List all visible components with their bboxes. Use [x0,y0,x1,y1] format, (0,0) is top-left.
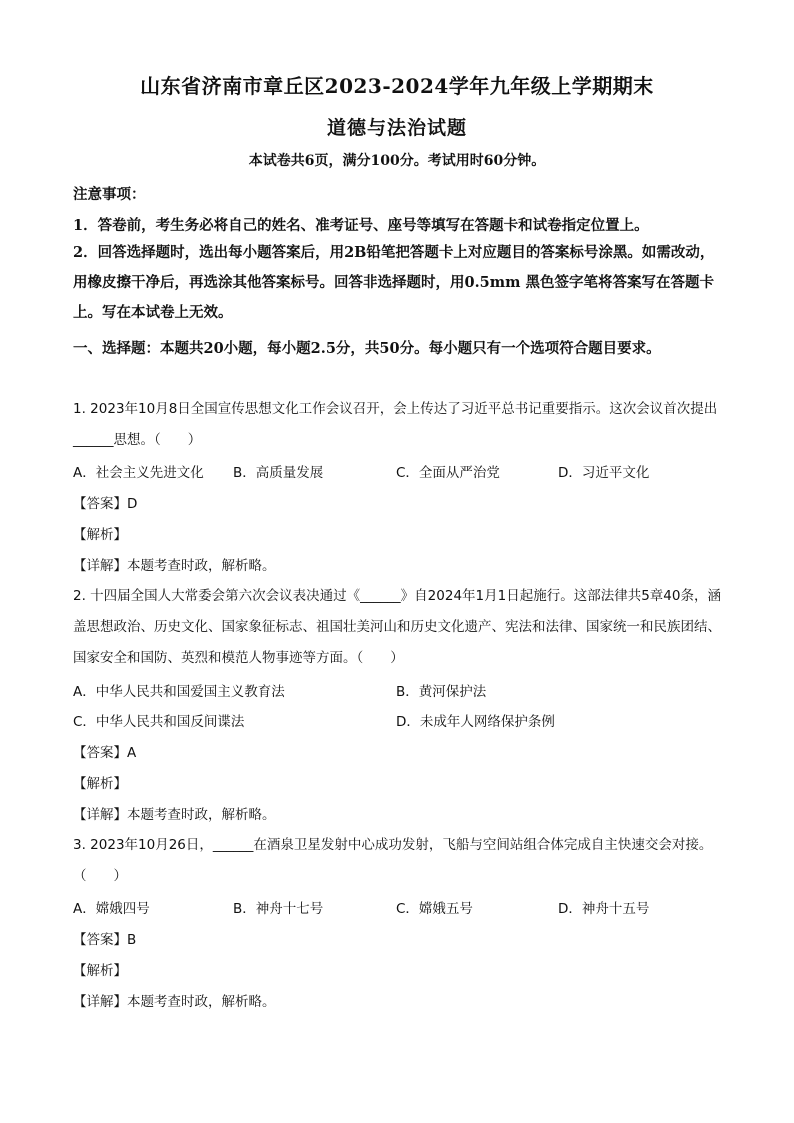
option-c: C．中华人民共和国反间谍法 [73,714,245,730]
exam-info: 本试卷共6页，满分100分。考试用时60分钟。 [248,153,546,169]
question-3-answer: 【答案】B [73,932,137,948]
question-2-analysis: 【解析】 [73,776,127,792]
question-2-options-row1 [73,680,723,702]
question-2-options-row2 [73,710,723,732]
question-3-stem: 3. 2023年10月26日，______在酒泉卫星发射中心成功发射，飞船与空间站组合体完成自主快速交会对接。（ ） [73,837,713,884]
question-3-analysis: 【解析】 [73,963,127,979]
option-b: B．黄河保护法 [396,684,487,700]
question-3-options [73,897,723,919]
option-d: D．习近平文化 [558,465,650,481]
question-1-detail: 【详解】本题考查时政，解析略。 [73,558,276,574]
question-3-detail: 【详解】本题考查时政，解析略。 [73,994,276,1010]
notes-heading: 注意事项： [73,186,146,203]
option-c: C．嫦娥五号 [396,901,473,917]
option-b: B．高质量发展 [233,465,324,481]
option-c: C．全面从严治党 [396,465,500,481]
section-heading: 一、选择题：本题共20小题，每小题2.5分，共50分。每小题只有一个选项符合题目要求。 [73,340,661,357]
question-2-answer: 【答案】A [73,745,137,761]
option-a: A．中华人民共和国爱国主义教育法 [73,684,285,700]
option-b: B．神舟十七号 [233,901,324,917]
note-item-1: 1．答卷前，考生务必将自己的姓名、准考证号、座号等填写在答题卡和试卷指定位置上。 [73,217,649,234]
question-1-answer: 【答案】D [73,496,138,512]
option-d: D．未成年人网络保护条例 [396,714,555,730]
question-1-options [73,461,723,483]
question-2-detail: 【详解】本题考查时政，解析略。 [73,807,276,823]
question-1-analysis: 【解析】 [73,527,127,543]
option-a: A．嫦娥四号 [73,901,150,917]
question-1-stem: 1. 2023年10月8日全国宣传思想文化工作会议召开，会上传达了习近平总书记重要指示。这次会议首次提出______思想。（ ） [73,401,718,448]
note-item-2: 2．回答选择题时，选出每小题答案后，用2B铅笔把答题卡上对应题目的答案标号涂黑。如需改动，用橡皮擦干净后，再选涂其他答案标号。回答非选择题时，用0.5mm 黑色签字笔将答案写在答题卡上。写在本试卷上无效。 [73,244,715,321]
exam-title: 山东省济南市章丘区2023-2024学年九年级上学期期末 [140,74,654,98]
question-2-stem: 2. 十四届全国人大常委会第六次会议表决通过《______》自2024年1月1日起施行。这部法律共5章40条，涵盖思想政治、历史文化、国家象征标志、祖国壮美河山和历史文化遗产、宪法和法律、国家统一和民族团结、国家安全和国防、英烈和模范人物事迹等方面。（ ） [73,588,721,666]
subject-title: 道德与法治试题 [326,117,467,139]
option-d: D．神舟十五号 [558,901,650,917]
option-a: A．社会主义先进文化 [73,465,204,481]
